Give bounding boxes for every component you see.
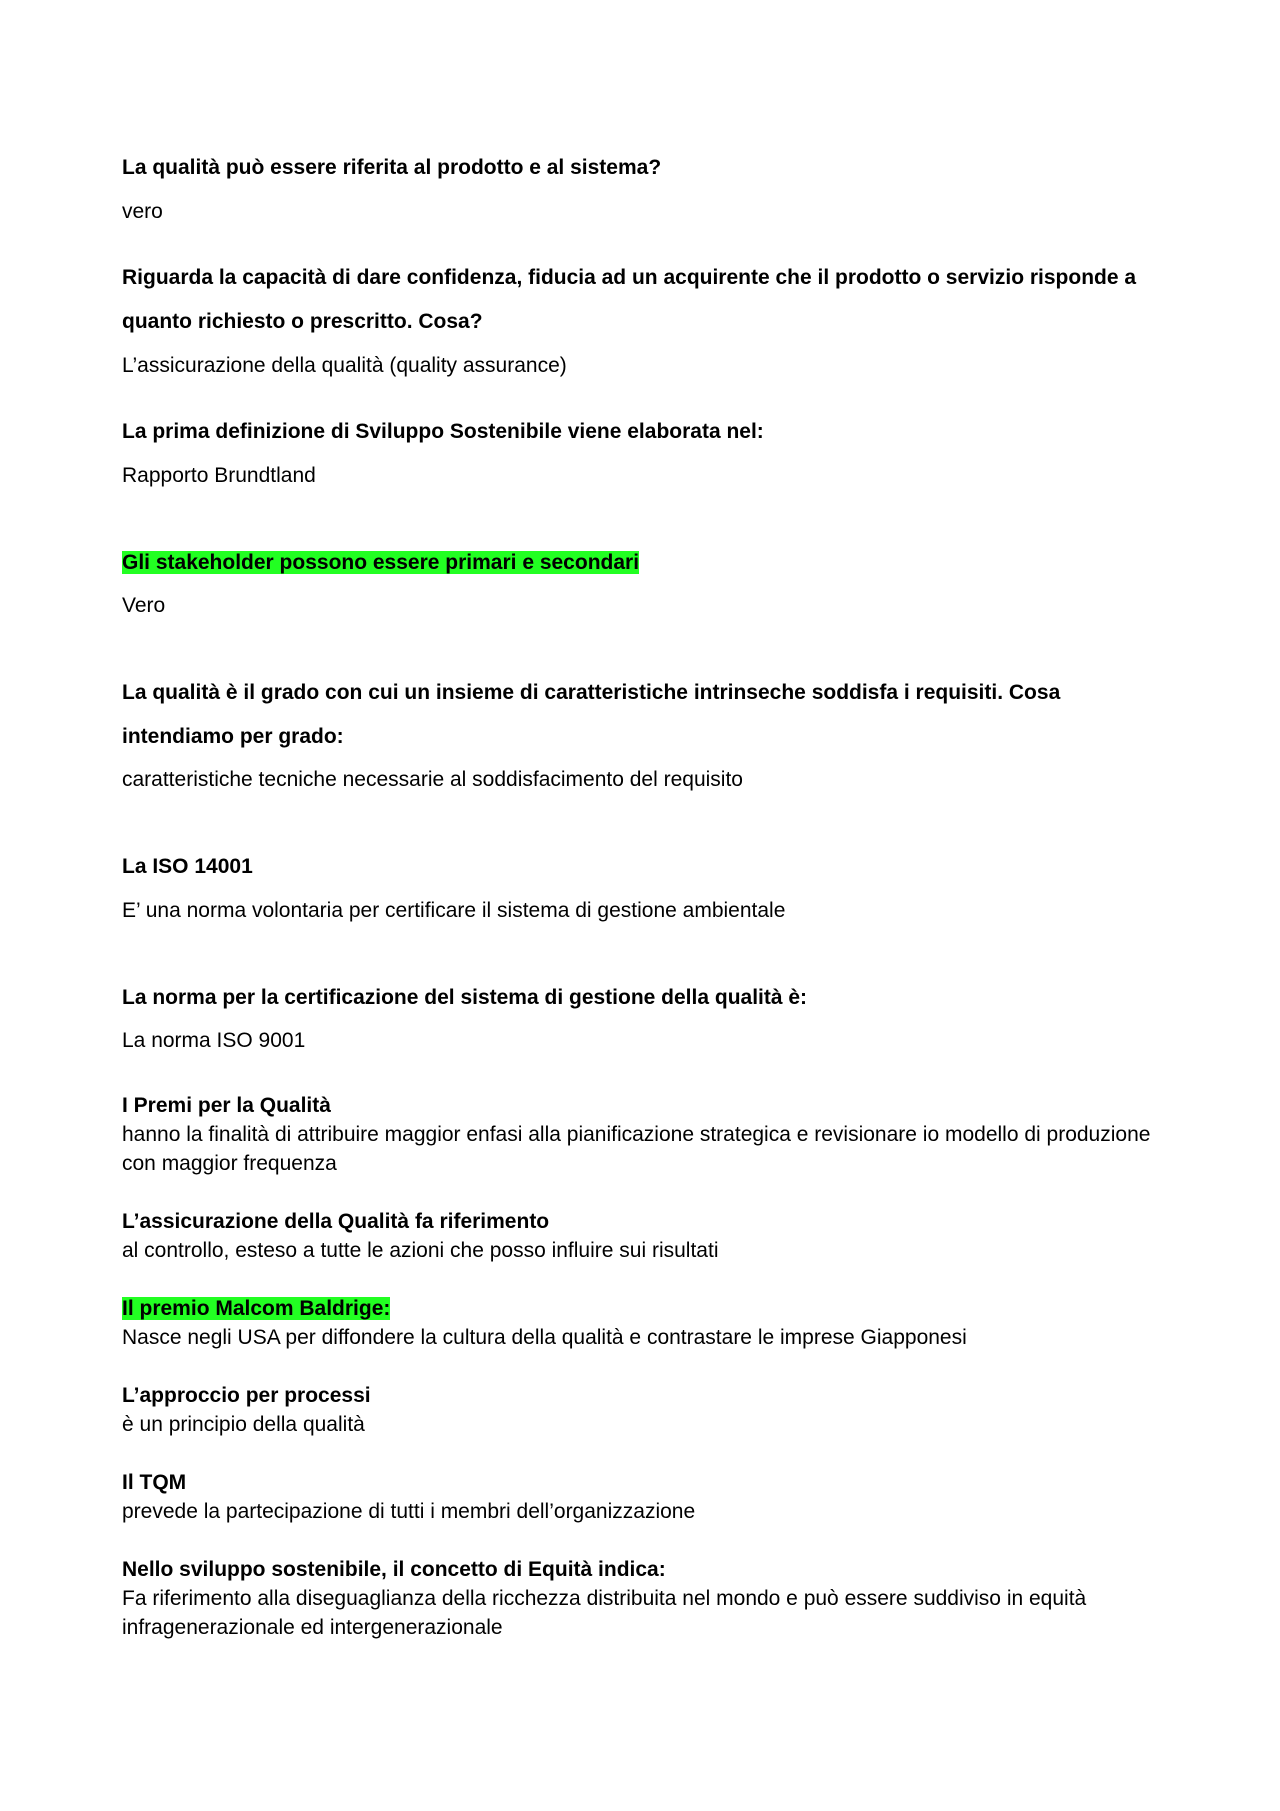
answer-8: hanno la finalità di attribuire maggior enfasi alla pianificazione strategica e revisionare io modello di produzione con maggior frequenza <box>122 1123 1151 1175</box>
question-1: La qualità può essere riferita al prodotto e al sistema? <box>122 156 662 179</box>
answer-11: è un principio della qualità <box>122 1413 365 1436</box>
question-8: I Premi per la Qualità <box>122 1094 331 1117</box>
answer-3: Rapporto Brundtland <box>122 464 316 487</box>
question-11: L’approccio per processi <box>122 1384 371 1407</box>
question-3: La prima definizione di Sviluppo Sostenibile viene elaborata nel: <box>122 420 764 443</box>
question-10 <box>122 1294 390 1323</box>
question-12: Il TQM <box>122 1471 187 1494</box>
question-6: La ISO 14001 <box>122 855 253 878</box>
answer-13: Fa riferimento alla diseguaglianza della ricchezza distribuita nel mondo e può essere suddiviso in equità infragenerazionale ed intergenerazionale <box>122 1587 1087 1639</box>
question-9: L’assicurazione della Qualità fa riferimento <box>122 1210 550 1233</box>
highlighted-text: Il premio Malcom Baldrige: <box>122 1297 391 1320</box>
answer-12: prevede la partecipazione di tutti i membri dell’organizzazione <box>122 1500 696 1523</box>
question-2: Riguarda la capacità di dare confidenza, fiducia ad un acquirente che il prodotto o servizio risponde a quanto richiesto o prescritto. Cosa? <box>122 266 1137 333</box>
answer-6: E’ una norma volontaria per certificare il sistema di gestione ambientale <box>122 899 786 922</box>
question-13: Nello sviluppo sostenibile, il concetto di Equità indica: <box>122 1558 666 1581</box>
question-5: La qualità è il grado con cui un insieme di caratteristiche intrinseche soddisfa i requisiti. Cosa intendiamo per grado: <box>122 681 1061 748</box>
answer-2: L’assicurazione della qualità (quality assurance) <box>122 354 567 377</box>
highlighted-text: Gli stakeholder possono essere primari e secondari <box>122 551 640 574</box>
answer-10: Nasce negli USA per diffondere la cultura della qualità e contrastare le imprese Giapponesi <box>122 1326 967 1349</box>
answer-7: La norma ISO 9001 <box>122 1029 306 1052</box>
answer-9: al controllo, esteso a tutte le azioni che posso influire sui risultati <box>122 1239 719 1262</box>
answer-1: vero <box>122 200 163 223</box>
answer-5: caratteristiche tecniche necessarie al soddisfacimento del requisito <box>122 768 743 791</box>
document-page <box>122 0 1172 1811</box>
answer-4: Vero <box>122 594 166 617</box>
question-4 <box>122 541 639 585</box>
question-7: La norma per la certificazione del sistema di gestione della qualità è: <box>122 986 808 1009</box>
